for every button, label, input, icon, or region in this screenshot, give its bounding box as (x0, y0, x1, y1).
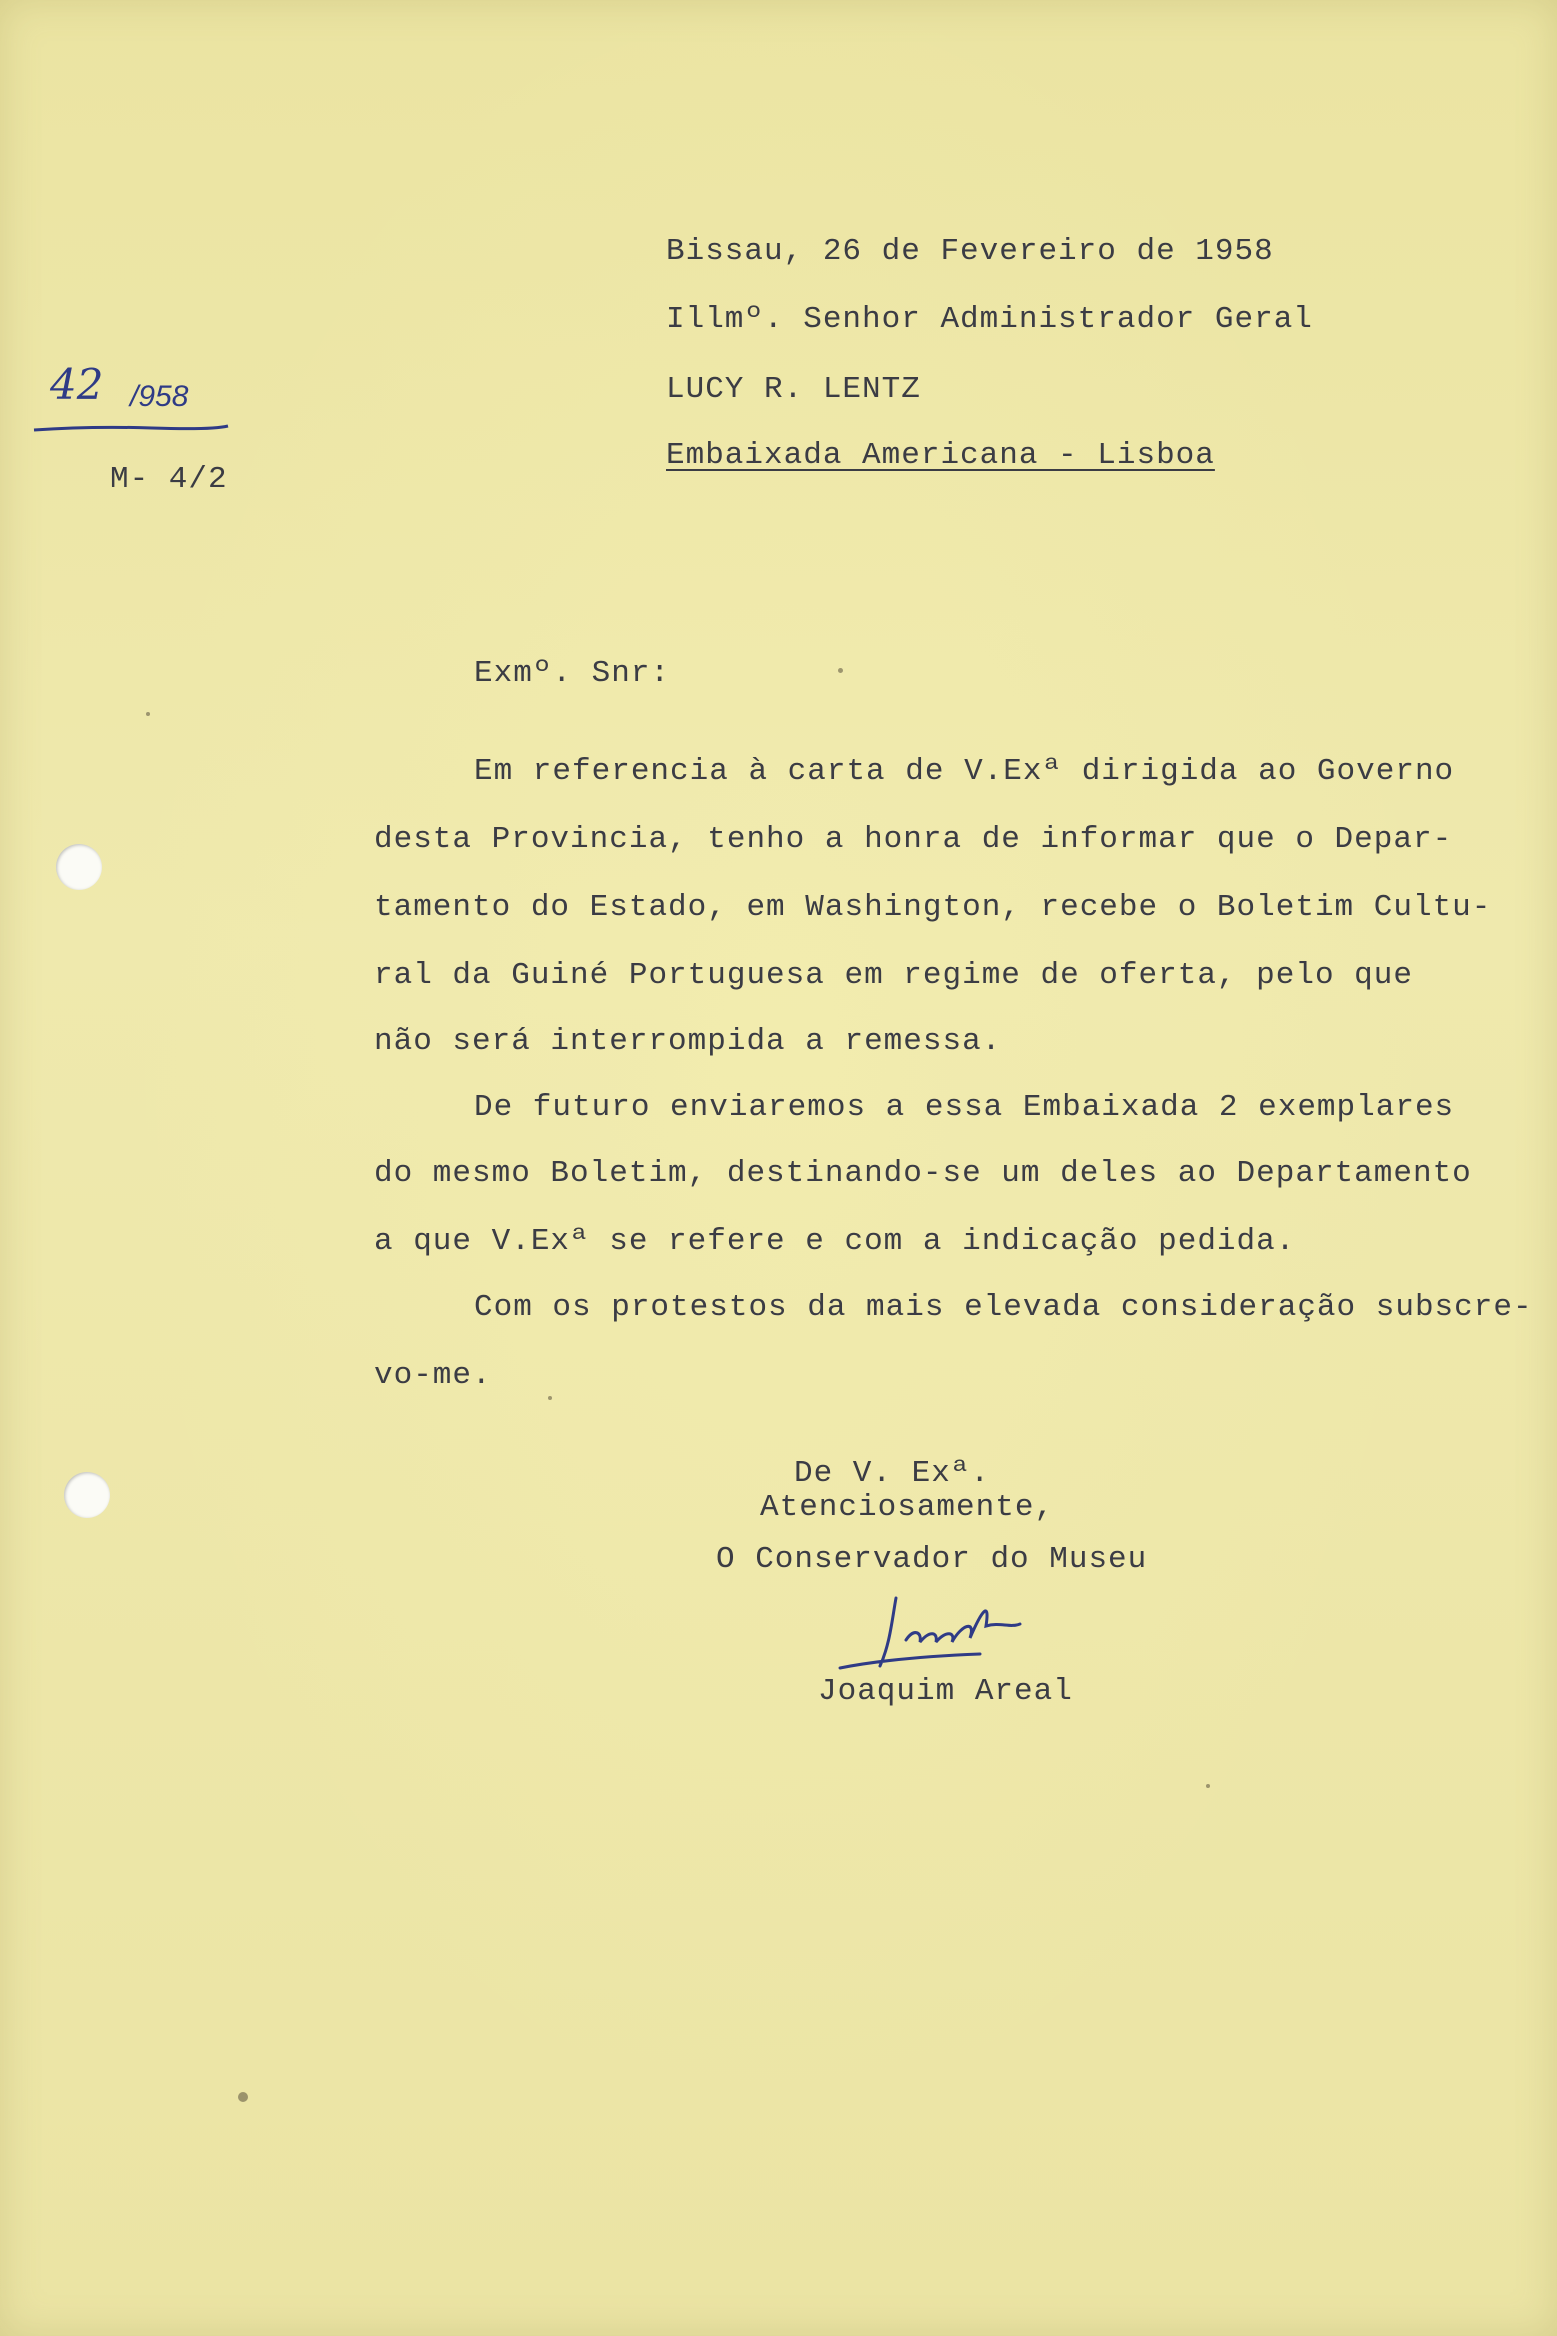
paper-speck (1206, 1784, 1210, 1788)
body-line: a que V.Exª se refere e com a indicação pedida. (374, 1224, 1296, 1259)
closing-line-2: Atenciosamente, (760, 1490, 1055, 1525)
reference-underline (32, 420, 232, 440)
paper-speck (548, 1396, 552, 1400)
signatory-name: Joaquim Areal (818, 1674, 1073, 1709)
punch-hole-bottom (64, 1472, 110, 1518)
file-code: M- 4/2 (110, 462, 228, 497)
addressee-name: LUCY R. LENTZ (666, 372, 921, 407)
body-line: tamento do Estado, em Washington, recebe o Boletim Cultu- (374, 890, 1492, 925)
salutation: Exmº. Snr: (474, 656, 671, 691)
addressee-organization: Embaixada Americana - Lisboa (666, 438, 1215, 473)
closing-line-3: O Conservador do Museu (716, 1542, 1148, 1577)
body-line: do mesmo Boletim, destinando-se um deles ao Departamento (374, 1156, 1472, 1191)
reference-year: /958 (130, 380, 189, 413)
paper-speck (238, 2092, 248, 2102)
body-line: vo-me. (374, 1358, 492, 1393)
addressee-title: Illmº. Senhor Administrador Geral (666, 302, 1313, 337)
paper-speck (146, 712, 150, 716)
place-date: Bissau, 26 de Fevereiro de 1958 (666, 234, 1274, 269)
body-line: Com os protestos da mais elevada consideração subscre- (474, 1290, 1533, 1325)
body-line: ral da Guiné Portuguesa em regime de oferta, pelo que (374, 958, 1413, 993)
punch-hole-top (56, 844, 102, 890)
body-line: não será interrompida a remessa. (374, 1024, 1002, 1059)
reference-number: 42 (50, 360, 104, 409)
body-line: De futuro enviaremos a essa Embaixada 2 exemplares (474, 1090, 1455, 1125)
paper-speck (838, 668, 843, 673)
body-line: desta Provincia, tenho a honra de informar que o Depar- (374, 822, 1453, 857)
closing-line-1: De V. Exª. (794, 1456, 991, 1491)
body-line: Em referencia à carta de V.Exª dirigida ao Governo (474, 754, 1455, 789)
